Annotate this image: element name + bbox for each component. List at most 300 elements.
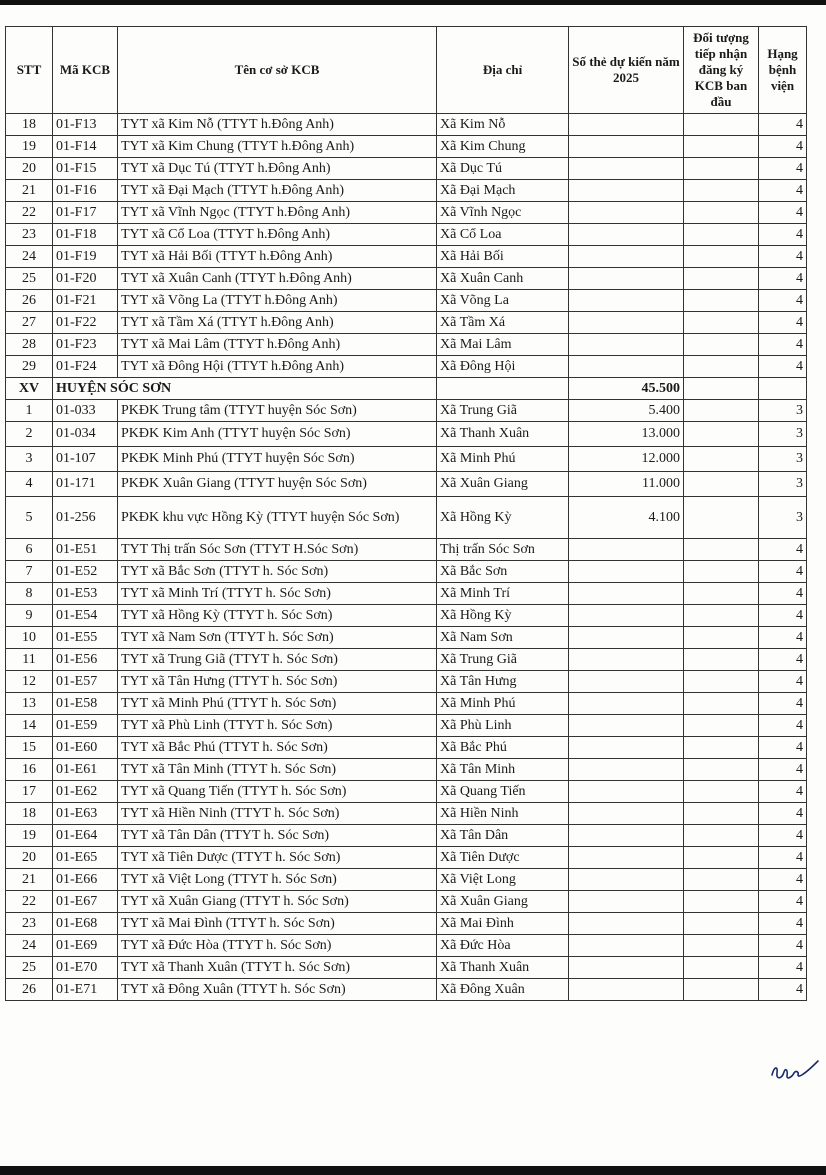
cell-hang: 3 bbox=[759, 472, 807, 497]
cell-ma-kcb: 01-F22 bbox=[53, 312, 118, 334]
cell-dia-chi: Xã Tầm Xá bbox=[437, 312, 569, 334]
cell-ten-co-so: TYT xã Mai Đình (TTYT h. Sóc Sơn) bbox=[118, 913, 437, 935]
cell-dia-chi: Xã Trung Giã bbox=[437, 400, 569, 422]
cell-ten-co-so: TYT xã Xuân Canh (TTYT h.Đông Anh) bbox=[118, 268, 437, 290]
cell-ma-kcb: 01-E65 bbox=[53, 847, 118, 869]
table-row bbox=[6, 957, 807, 979]
cell-ten-co-so: TYT xã Trung Giã (TTYT h. Sóc Sơn) bbox=[118, 649, 437, 671]
cell-doi-tuong bbox=[684, 737, 759, 759]
cell-hang: 3 bbox=[759, 422, 807, 447]
cell-stt: 23 bbox=[6, 224, 53, 246]
cell-so-the bbox=[569, 268, 684, 290]
cell-ma-kcb: 01-F14 bbox=[53, 136, 118, 158]
header-hang-benh-vien: Hạng bệnh viện bbox=[759, 27, 807, 114]
cell-hang: 4 bbox=[759, 803, 807, 825]
cell-doi-tuong bbox=[684, 891, 759, 913]
cell-ma-kcb: 01-E61 bbox=[53, 759, 118, 781]
cell-ten-co-so: TYT xã Phù Linh (TTYT h. Sóc Sơn) bbox=[118, 715, 437, 737]
table-row bbox=[6, 290, 807, 312]
cell-hang: 4 bbox=[759, 539, 807, 561]
cell-stt: 15 bbox=[6, 737, 53, 759]
cell-ma-kcb: 01-F17 bbox=[53, 202, 118, 224]
cell-stt: 28 bbox=[6, 334, 53, 356]
table-row bbox=[6, 224, 807, 246]
cell-stt: 16 bbox=[6, 759, 53, 781]
cell-hang: 4 bbox=[759, 224, 807, 246]
table-body-section bbox=[6, 378, 807, 400]
cell-so-the: 5.400 bbox=[569, 400, 684, 422]
cell-ten-co-so: TYT xã Nam Sơn (TTYT h. Sóc Sơn) bbox=[118, 627, 437, 649]
cell-ma-kcb: 01-E59 bbox=[53, 715, 118, 737]
table-row bbox=[6, 497, 807, 539]
cell-dia-chi: Xã Bắc Sơn bbox=[437, 561, 569, 583]
cell-ma-kcb: 01-E71 bbox=[53, 979, 118, 1001]
cell-ma-kcb: 01-E67 bbox=[53, 891, 118, 913]
cell-stt: 6 bbox=[6, 539, 53, 561]
cell-stt: 24 bbox=[6, 935, 53, 957]
header-so-the: Số thẻ dự kiến năm 2025 bbox=[569, 27, 684, 114]
cell-ma-kcb: 01-256 bbox=[53, 497, 118, 539]
cell-stt: 1 bbox=[6, 400, 53, 422]
cell-hang: 4 bbox=[759, 180, 807, 202]
cell-stt: 22 bbox=[6, 202, 53, 224]
cell-ten-co-so: TYT xã Hải Bối (TTYT h.Đông Anh) bbox=[118, 246, 437, 268]
cell-ten-co-so: TYT xã Tiên Dược (TTYT h. Sóc Sơn) bbox=[118, 847, 437, 869]
table-row bbox=[6, 472, 807, 497]
cell-ma-kcb: 01-E55 bbox=[53, 627, 118, 649]
cell-so-the: 13.000 bbox=[569, 422, 684, 447]
table-row bbox=[6, 759, 807, 781]
table-row bbox=[6, 825, 807, 847]
cell-dia-chi: Xã Đông Xuân bbox=[437, 979, 569, 1001]
cell-hang: 4 bbox=[759, 825, 807, 847]
cell-ma-kcb: 01-F23 bbox=[53, 334, 118, 356]
cell-ma-kcb: 01-E51 bbox=[53, 539, 118, 561]
cell-doi-tuong bbox=[684, 913, 759, 935]
cell-so-the bbox=[569, 803, 684, 825]
cell-stt: 12 bbox=[6, 671, 53, 693]
cell-ma-kcb: 01-E58 bbox=[53, 693, 118, 715]
scan-bottom-edge bbox=[0, 1166, 826, 1175]
scan-top-edge bbox=[0, 0, 826, 5]
cell-hang: 4 bbox=[759, 268, 807, 290]
cell-ten-co-so: TYT xã Tân Hưng (TTYT h. Sóc Sơn) bbox=[118, 671, 437, 693]
table-row bbox=[6, 913, 807, 935]
cell-ten-co-so: TYT xã Cổ Loa (TTYT h.Đông Anh) bbox=[118, 224, 437, 246]
cell-doi-tuong bbox=[684, 781, 759, 803]
cell-hang: 4 bbox=[759, 737, 807, 759]
cell-doi-tuong bbox=[684, 356, 759, 378]
cell-stt: 14 bbox=[6, 715, 53, 737]
cell-hang: 4 bbox=[759, 869, 807, 891]
facility-table bbox=[5, 26, 807, 1001]
cell-dia-chi: Xã Kim Chung bbox=[437, 136, 569, 158]
cell-dia-chi: Xã Hiền Ninh bbox=[437, 803, 569, 825]
cell-ma-kcb: 01-E54 bbox=[53, 605, 118, 627]
cell-stt: 18 bbox=[6, 803, 53, 825]
header-doi-tuong: Đối tượng tiếp nhận đăng ký KCB ban đầu bbox=[684, 27, 759, 114]
cell-so-the bbox=[569, 224, 684, 246]
table-row bbox=[6, 114, 807, 136]
cell-stt: 18 bbox=[6, 114, 53, 136]
cell-ten-co-so: TYT xã Bắc Phú (TTYT h. Sóc Sơn) bbox=[118, 737, 437, 759]
cell-stt: 26 bbox=[6, 290, 53, 312]
cell-ma-kcb: 01-034 bbox=[53, 422, 118, 447]
cell-doi-tuong bbox=[684, 422, 759, 447]
cell-hang: 4 bbox=[759, 202, 807, 224]
handwritten-initials-icon bbox=[768, 1055, 822, 1087]
table-row bbox=[6, 400, 807, 422]
cell-dia-chi: Xã Mai Đình bbox=[437, 913, 569, 935]
table-row bbox=[6, 847, 807, 869]
cell-ten-co-so: TYT xã Bắc Sơn (TTYT h. Sóc Sơn) bbox=[118, 561, 437, 583]
cell-ma-kcb: 01-E52 bbox=[53, 561, 118, 583]
header-ten-co-so: Tên cơ sở KCB bbox=[118, 27, 437, 114]
cell-doi-tuong bbox=[684, 869, 759, 891]
table-row bbox=[6, 671, 807, 693]
cell-dia-chi: Xã Võng La bbox=[437, 290, 569, 312]
cell-doi-tuong bbox=[684, 472, 759, 497]
table-row bbox=[6, 869, 807, 891]
section-doi-tuong bbox=[684, 378, 759, 400]
table-row bbox=[6, 605, 807, 627]
cell-doi-tuong bbox=[684, 224, 759, 246]
cell-doi-tuong bbox=[684, 202, 759, 224]
cell-dia-chi: Xã Tân Dân bbox=[437, 825, 569, 847]
cell-dia-chi: Xã Đại Mạch bbox=[437, 180, 569, 202]
cell-ma-kcb: 01-171 bbox=[53, 472, 118, 497]
table-row bbox=[6, 246, 807, 268]
table-header-row bbox=[6, 27, 807, 114]
table-row bbox=[6, 356, 807, 378]
cell-so-the bbox=[569, 290, 684, 312]
section-number: XV bbox=[6, 378, 53, 400]
cell-ma-kcb: 01-F16 bbox=[53, 180, 118, 202]
section-hang bbox=[759, 378, 807, 400]
cell-dia-chi: Xã Tân Hưng bbox=[437, 671, 569, 693]
cell-dia-chi: Xã Tiên Dược bbox=[437, 847, 569, 869]
cell-stt: 24 bbox=[6, 246, 53, 268]
cell-stt: 13 bbox=[6, 693, 53, 715]
cell-stt: 4 bbox=[6, 472, 53, 497]
cell-ten-co-so: TYT xã Minh Phú (TTYT h. Sóc Sơn) bbox=[118, 693, 437, 715]
cell-so-the bbox=[569, 781, 684, 803]
cell-ma-kcb: 01-E53 bbox=[53, 583, 118, 605]
cell-so-the bbox=[569, 737, 684, 759]
cell-so-the bbox=[569, 693, 684, 715]
cell-hang: 4 bbox=[759, 759, 807, 781]
table-row bbox=[6, 312, 807, 334]
cell-so-the bbox=[569, 158, 684, 180]
table-row bbox=[6, 693, 807, 715]
cell-dia-chi: Xã Vĩnh Ngọc bbox=[437, 202, 569, 224]
cell-so-the bbox=[569, 847, 684, 869]
cell-ten-co-so: TYT xã Tân Dân (TTYT h. Sóc Sơn) bbox=[118, 825, 437, 847]
cell-dia-chi: Xã Hồng Kỳ bbox=[437, 605, 569, 627]
cell-hang: 4 bbox=[759, 605, 807, 627]
cell-hang: 4 bbox=[759, 957, 807, 979]
cell-ma-kcb: 01-F24 bbox=[53, 356, 118, 378]
cell-dia-chi: Xã Minh Trí bbox=[437, 583, 569, 605]
cell-hang: 4 bbox=[759, 693, 807, 715]
cell-ten-co-so: TYT xã Đại Mạch (TTYT h.Đông Anh) bbox=[118, 180, 437, 202]
cell-stt: 5 bbox=[6, 497, 53, 539]
cell-hang: 4 bbox=[759, 671, 807, 693]
cell-so-the bbox=[569, 825, 684, 847]
cell-doi-tuong bbox=[684, 447, 759, 472]
cell-ten-co-so: PKĐK Kim Anh (TTYT huyện Sóc Sơn) bbox=[118, 422, 437, 447]
cell-so-the bbox=[569, 605, 684, 627]
cell-so-the bbox=[569, 356, 684, 378]
cell-ma-kcb: 01-107 bbox=[53, 447, 118, 472]
cell-doi-tuong bbox=[684, 312, 759, 334]
cell-doi-tuong bbox=[684, 246, 759, 268]
cell-so-the bbox=[569, 539, 684, 561]
cell-ten-co-so: TYT xã Tân Minh (TTYT h. Sóc Sơn) bbox=[118, 759, 437, 781]
cell-ma-kcb: 01-E62 bbox=[53, 781, 118, 803]
cell-doi-tuong bbox=[684, 803, 759, 825]
cell-stt: 23 bbox=[6, 913, 53, 935]
header-ma-kcb: Mã KCB bbox=[53, 27, 118, 114]
table-row bbox=[6, 422, 807, 447]
cell-so-the bbox=[569, 202, 684, 224]
cell-hang: 4 bbox=[759, 649, 807, 671]
cell-so-the bbox=[569, 935, 684, 957]
cell-stt: 29 bbox=[6, 356, 53, 378]
cell-dia-chi: Xã Mai Lâm bbox=[437, 334, 569, 356]
cell-doi-tuong bbox=[684, 583, 759, 605]
cell-hang: 4 bbox=[759, 334, 807, 356]
cell-dia-chi: Xã Phù Linh bbox=[437, 715, 569, 737]
cell-doi-tuong bbox=[684, 715, 759, 737]
cell-dia-chi: Xã Việt Long bbox=[437, 869, 569, 891]
cell-hang: 4 bbox=[759, 158, 807, 180]
cell-so-the bbox=[569, 246, 684, 268]
cell-hang: 4 bbox=[759, 246, 807, 268]
cell-doi-tuong bbox=[684, 334, 759, 356]
cell-ten-co-so: TYT xã Tầm Xá (TTYT h.Đông Anh) bbox=[118, 312, 437, 334]
table-row bbox=[6, 737, 807, 759]
cell-dia-chi: Xã Quang Tiến bbox=[437, 781, 569, 803]
cell-hang: 4 bbox=[759, 136, 807, 158]
table-row bbox=[6, 803, 807, 825]
cell-dia-chi: Xã Hồng Kỳ bbox=[437, 497, 569, 539]
cell-stt: 21 bbox=[6, 180, 53, 202]
table-row bbox=[6, 447, 807, 472]
table-row bbox=[6, 158, 807, 180]
cell-ten-co-so: PKĐK Xuân Giang (TTYT huyện Sóc Sơn) bbox=[118, 472, 437, 497]
cell-ma-kcb: 01-F13 bbox=[53, 114, 118, 136]
cell-stt: 8 bbox=[6, 583, 53, 605]
table-body-dong-anh bbox=[6, 114, 807, 378]
cell-stt: 25 bbox=[6, 957, 53, 979]
cell-ten-co-so: TYT xã Võng La (TTYT h.Đông Anh) bbox=[118, 290, 437, 312]
cell-stt: 20 bbox=[6, 847, 53, 869]
cell-so-the bbox=[569, 891, 684, 913]
cell-stt: 27 bbox=[6, 312, 53, 334]
cell-ten-co-so: TYT xã Kim Chung (TTYT h.Đông Anh) bbox=[118, 136, 437, 158]
cell-ma-kcb: 01-E68 bbox=[53, 913, 118, 935]
cell-so-the bbox=[569, 715, 684, 737]
cell-ma-kcb: 01-E63 bbox=[53, 803, 118, 825]
table-row bbox=[6, 627, 807, 649]
cell-hang: 3 bbox=[759, 400, 807, 422]
cell-doi-tuong bbox=[684, 561, 759, 583]
cell-dia-chi: Xã Tân Minh bbox=[437, 759, 569, 781]
cell-dia-chi: Xã Minh Phú bbox=[437, 447, 569, 472]
cell-hang: 4 bbox=[759, 913, 807, 935]
cell-ma-kcb: 01-E69 bbox=[53, 935, 118, 957]
cell-so-the: 12.000 bbox=[569, 447, 684, 472]
cell-so-the bbox=[569, 649, 684, 671]
cell-ten-co-so: TYT xã Kim Nỗ (TTYT h.Đông Anh) bbox=[118, 114, 437, 136]
cell-so-the: 4.100 bbox=[569, 497, 684, 539]
cell-stt: 2 bbox=[6, 422, 53, 447]
cell-ten-co-so: PKĐK khu vực Hồng Kỳ (TTYT huyện Sóc Sơn) bbox=[118, 497, 437, 539]
cell-hang: 4 bbox=[759, 561, 807, 583]
cell-dia-chi: Xã Đức Hòa bbox=[437, 935, 569, 957]
cell-doi-tuong bbox=[684, 979, 759, 1001]
cell-hang: 4 bbox=[759, 979, 807, 1001]
cell-dia-chi: Xã Minh Phú bbox=[437, 693, 569, 715]
cell-ma-kcb: 01-E60 bbox=[53, 737, 118, 759]
cell-ten-co-so: TYT xã Xuân Giang (TTYT h. Sóc Sơn) bbox=[118, 891, 437, 913]
cell-so-the bbox=[569, 671, 684, 693]
cell-stt: 26 bbox=[6, 979, 53, 1001]
cell-doi-tuong bbox=[684, 605, 759, 627]
cell-ma-kcb: 01-E57 bbox=[53, 671, 118, 693]
table-row bbox=[6, 583, 807, 605]
cell-dia-chi: Xã Xuân Giang bbox=[437, 472, 569, 497]
cell-doi-tuong bbox=[684, 935, 759, 957]
cell-ma-kcb: 01-E56 bbox=[53, 649, 118, 671]
cell-stt: 19 bbox=[6, 136, 53, 158]
header-stt: STT bbox=[6, 27, 53, 114]
cell-ma-kcb: 01-F19 bbox=[53, 246, 118, 268]
cell-doi-tuong bbox=[684, 400, 759, 422]
cell-dia-chi: Xã Kim Nỗ bbox=[437, 114, 569, 136]
cell-doi-tuong bbox=[684, 671, 759, 693]
cell-hang: 4 bbox=[759, 312, 807, 334]
cell-so-the bbox=[569, 957, 684, 979]
cell-ma-kcb: 01-F18 bbox=[53, 224, 118, 246]
cell-so-the bbox=[569, 583, 684, 605]
cell-doi-tuong bbox=[684, 158, 759, 180]
cell-stt: 7 bbox=[6, 561, 53, 583]
cell-hang: 4 bbox=[759, 935, 807, 957]
cell-hang: 4 bbox=[759, 356, 807, 378]
cell-hang: 4 bbox=[759, 781, 807, 803]
cell-dia-chi: Xã Xuân Canh bbox=[437, 268, 569, 290]
cell-dia-chi: Xã Thanh Xuân bbox=[437, 957, 569, 979]
cell-doi-tuong bbox=[684, 290, 759, 312]
cell-dia-chi: Xã Trung Giã bbox=[437, 649, 569, 671]
cell-doi-tuong bbox=[684, 649, 759, 671]
cell-ma-kcb: 01-E70 bbox=[53, 957, 118, 979]
cell-so-the bbox=[569, 561, 684, 583]
cell-stt: 9 bbox=[6, 605, 53, 627]
cell-so-the bbox=[569, 114, 684, 136]
cell-dia-chi: Xã Cổ Loa bbox=[437, 224, 569, 246]
cell-hang: 4 bbox=[759, 891, 807, 913]
cell-stt: 20 bbox=[6, 158, 53, 180]
cell-hang: 4 bbox=[759, 290, 807, 312]
table-row bbox=[6, 180, 807, 202]
cell-ma-kcb: 01-F20 bbox=[53, 268, 118, 290]
cell-doi-tuong bbox=[684, 114, 759, 136]
cell-dia-chi: Xã Dục Tú bbox=[437, 158, 569, 180]
cell-so-the bbox=[569, 180, 684, 202]
cell-hang: 4 bbox=[759, 715, 807, 737]
cell-doi-tuong bbox=[684, 847, 759, 869]
cell-ten-co-so: TYT xã Vĩnh Ngọc (TTYT h.Đông Anh) bbox=[118, 202, 437, 224]
cell-ten-co-so: TYT xã Hồng Kỳ (TTYT h. Sóc Sơn) bbox=[118, 605, 437, 627]
table-body-soc-son bbox=[6, 400, 807, 1001]
cell-ten-co-so: PKĐK Trung tâm (TTYT huyện Sóc Sơn) bbox=[118, 400, 437, 422]
cell-hang: 4 bbox=[759, 627, 807, 649]
cell-so-the bbox=[569, 627, 684, 649]
cell-hang: 4 bbox=[759, 114, 807, 136]
table-row bbox=[6, 539, 807, 561]
table-row bbox=[6, 979, 807, 1001]
cell-stt: 10 bbox=[6, 627, 53, 649]
cell-ten-co-so: TYT xã Dục Tú (TTYT h.Đông Anh) bbox=[118, 158, 437, 180]
cell-hang: 4 bbox=[759, 583, 807, 605]
cell-so-the bbox=[569, 312, 684, 334]
cell-so-the: 11.000 bbox=[569, 472, 684, 497]
cell-so-the bbox=[569, 334, 684, 356]
cell-doi-tuong bbox=[684, 180, 759, 202]
cell-doi-tuong bbox=[684, 693, 759, 715]
cell-stt: 21 bbox=[6, 869, 53, 891]
cell-ma-kcb: 01-E66 bbox=[53, 869, 118, 891]
cell-stt: 25 bbox=[6, 268, 53, 290]
cell-stt: 22 bbox=[6, 891, 53, 913]
cell-doi-tuong bbox=[684, 627, 759, 649]
table-row bbox=[6, 136, 807, 158]
cell-ten-co-so: TYT xã Minh Trí (TTYT h. Sóc Sơn) bbox=[118, 583, 437, 605]
cell-ten-co-so: TYT xã Quang Tiến (TTYT h. Sóc Sơn) bbox=[118, 781, 437, 803]
table-row bbox=[6, 891, 807, 913]
cell-dia-chi: Xã Bắc Phú bbox=[437, 737, 569, 759]
cell-so-the bbox=[569, 913, 684, 935]
cell-ten-co-so: TYT xã Thanh Xuân (TTYT h. Sóc Sơn) bbox=[118, 957, 437, 979]
cell-doi-tuong bbox=[684, 957, 759, 979]
cell-so-the bbox=[569, 759, 684, 781]
cell-stt: 11 bbox=[6, 649, 53, 671]
cell-dia-chi: Thị trấn Sóc Sơn bbox=[437, 539, 569, 561]
cell-stt: 3 bbox=[6, 447, 53, 472]
table-row bbox=[6, 715, 807, 737]
cell-doi-tuong bbox=[684, 497, 759, 539]
cell-dia-chi: Xã Đông Hội bbox=[437, 356, 569, 378]
cell-ma-kcb: 01-E64 bbox=[53, 825, 118, 847]
cell-so-the bbox=[569, 869, 684, 891]
cell-stt: 19 bbox=[6, 825, 53, 847]
cell-doi-tuong bbox=[684, 539, 759, 561]
cell-ten-co-so: TYT xã Đông Hội (TTYT h.Đông Anh) bbox=[118, 356, 437, 378]
cell-stt: 17 bbox=[6, 781, 53, 803]
cell-ten-co-so: TYT xã Đông Xuân (TTYT h. Sóc Sơn) bbox=[118, 979, 437, 1001]
header-dia-chi: Địa chỉ bbox=[437, 27, 569, 114]
cell-hang: 3 bbox=[759, 497, 807, 539]
table-row bbox=[6, 268, 807, 290]
cell-ten-co-so: TYT xã Việt Long (TTYT h. Sóc Sơn) bbox=[118, 869, 437, 891]
cell-ten-co-so: TYT xã Hiền Ninh (TTYT h. Sóc Sơn) bbox=[118, 803, 437, 825]
cell-ma-kcb: 01-F15 bbox=[53, 158, 118, 180]
table-row bbox=[6, 649, 807, 671]
cell-ten-co-so: TYT xã Đức Hòa (TTYT h. Sóc Sơn) bbox=[118, 935, 437, 957]
